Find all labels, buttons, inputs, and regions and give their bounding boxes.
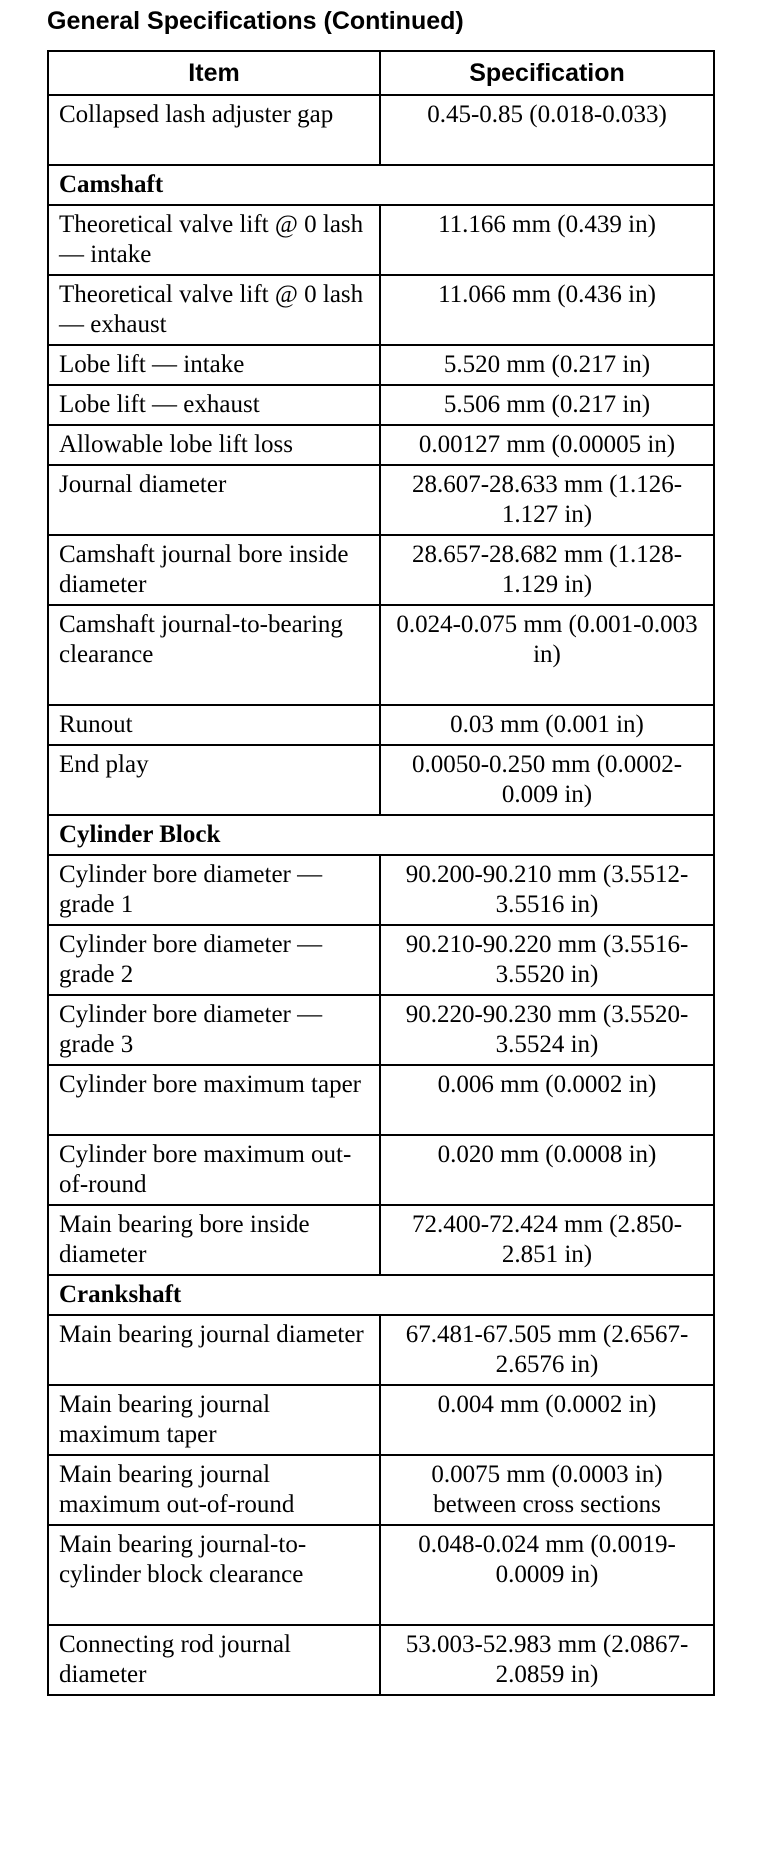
- table-body: [48, 95, 714, 1695]
- table-header-row: [48, 51, 714, 95]
- specification-cell: 0.006 mm (0.0002 in): [380, 1065, 714, 1135]
- item-cell: Cylinder bore diameter — grade 1: [48, 855, 380, 925]
- specification-cell: 67.481-67.505 mm (2.6567-2.6576 in): [380, 1315, 714, 1385]
- table-row: [48, 925, 714, 995]
- table-row: [48, 1525, 714, 1625]
- item-cell: Lobe lift — intake: [48, 345, 380, 385]
- table-row: [48, 705, 714, 745]
- table-row: [48, 535, 714, 605]
- specifications-table: [47, 50, 715, 1696]
- item-cell: Theoretical valve lift @ 0 lash — intake: [48, 205, 380, 275]
- item-cell: Camshaft journal-to-bearing clearance: [48, 605, 380, 705]
- table-row: [48, 385, 714, 425]
- section-heading: Crankshaft: [48, 1275, 714, 1315]
- table-row: [48, 425, 714, 465]
- section-heading: Cylinder Block: [48, 815, 714, 855]
- specification-cell: 0.45-0.85 (0.018-0.033): [380, 95, 714, 165]
- table-row: [48, 1385, 714, 1455]
- table-row: [48, 1625, 714, 1695]
- table-row: [48, 95, 714, 165]
- column-header-item: Item: [48, 51, 380, 95]
- item-cell: Main bearing journal maximum out-of-round: [48, 1455, 380, 1525]
- table-row: [48, 855, 714, 925]
- column-header-specification: Specification: [380, 51, 714, 95]
- specification-cell: 28.607-28.633 mm (1.126-1.127 in): [380, 465, 714, 535]
- specification-cell: 72.400-72.424 mm (2.850-2.851 in): [380, 1205, 714, 1275]
- item-cell: Main bearing bore inside diameter: [48, 1205, 380, 1275]
- section-row: [48, 1275, 714, 1315]
- item-cell: Journal diameter: [48, 465, 380, 535]
- table-row: [48, 1315, 714, 1385]
- specification-cell: 0.0050-0.250 mm (0.0002-0.009 in): [380, 745, 714, 815]
- specification-cell: 0.048-0.024 mm (0.0019-0.0009 in): [380, 1525, 714, 1625]
- specification-cell: 5.506 mm (0.217 in): [380, 385, 714, 425]
- table-row: [48, 465, 714, 535]
- item-cell: End play: [48, 745, 380, 815]
- specification-cell: 0.004 mm (0.0002 in): [380, 1385, 714, 1455]
- item-cell: Allowable lobe lift loss: [48, 425, 380, 465]
- table-row: [48, 605, 714, 705]
- item-cell: Cylinder bore maximum taper: [48, 1065, 380, 1135]
- section-row: [48, 815, 714, 855]
- section-row: [48, 165, 714, 205]
- specification-cell: 28.657-28.682 mm (1.128-1.129 in): [380, 535, 714, 605]
- specification-cell: 0.03 mm (0.001 in): [380, 705, 714, 745]
- specification-cell: 0.00127 mm (0.00005 in): [380, 425, 714, 465]
- item-cell: Collapsed lash adjuster gap: [48, 95, 380, 165]
- specification-cell: 90.200-90.210 mm (3.5512-3.5516 in): [380, 855, 714, 925]
- item-cell: Runout: [48, 705, 380, 745]
- specification-cell: 11.166 mm (0.439 in): [380, 205, 714, 275]
- table-row: [48, 1065, 714, 1135]
- specification-cell: 11.066 mm (0.436 in): [380, 275, 714, 345]
- specification-cell: 0.020 mm (0.0008 in): [380, 1135, 714, 1205]
- specification-cell: 0.024-0.075 mm (0.001-0.003 in): [380, 605, 714, 705]
- section-heading: Camshaft: [48, 165, 714, 205]
- table-row: [48, 745, 714, 815]
- page-title: General Specifications (Continued): [47, 7, 464, 35]
- table-row: [48, 995, 714, 1065]
- table-row: [48, 345, 714, 385]
- item-cell: Main bearing journal diameter: [48, 1315, 380, 1385]
- table-row: [48, 205, 714, 275]
- item-cell: Theoretical valve lift @ 0 lash — exhaust: [48, 275, 380, 345]
- specification-cell: 90.220-90.230 mm (3.5520-3.5524 in): [380, 995, 714, 1065]
- specification-cell: 90.210-90.220 mm (3.5516-3.5520 in): [380, 925, 714, 995]
- item-cell: Lobe lift — exhaust: [48, 385, 380, 425]
- table-row: [48, 1135, 714, 1205]
- item-cell: Cylinder bore diameter — grade 3: [48, 995, 380, 1065]
- table-row: [48, 1205, 714, 1275]
- item-cell: Main bearing journal maximum taper: [48, 1385, 380, 1455]
- item-cell: Connecting rod journal diameter: [48, 1625, 380, 1695]
- table-row: [48, 275, 714, 345]
- specification-cell: 53.003-52.983 mm (2.0867-2.0859 in): [380, 1625, 714, 1695]
- specification-cell: 5.520 mm (0.217 in): [380, 345, 714, 385]
- item-cell: Cylinder bore maximum out-of-round: [48, 1135, 380, 1205]
- item-cell: Cylinder bore diameter — grade 2: [48, 925, 380, 995]
- specification-cell: 0.0075 mm (0.0003 in) between cross sections: [380, 1455, 714, 1525]
- table-row: [48, 1455, 714, 1525]
- item-cell: Camshaft journal bore inside diameter: [48, 535, 380, 605]
- item-cell: Main bearing journal-to-cylinder block clearance: [48, 1525, 380, 1625]
